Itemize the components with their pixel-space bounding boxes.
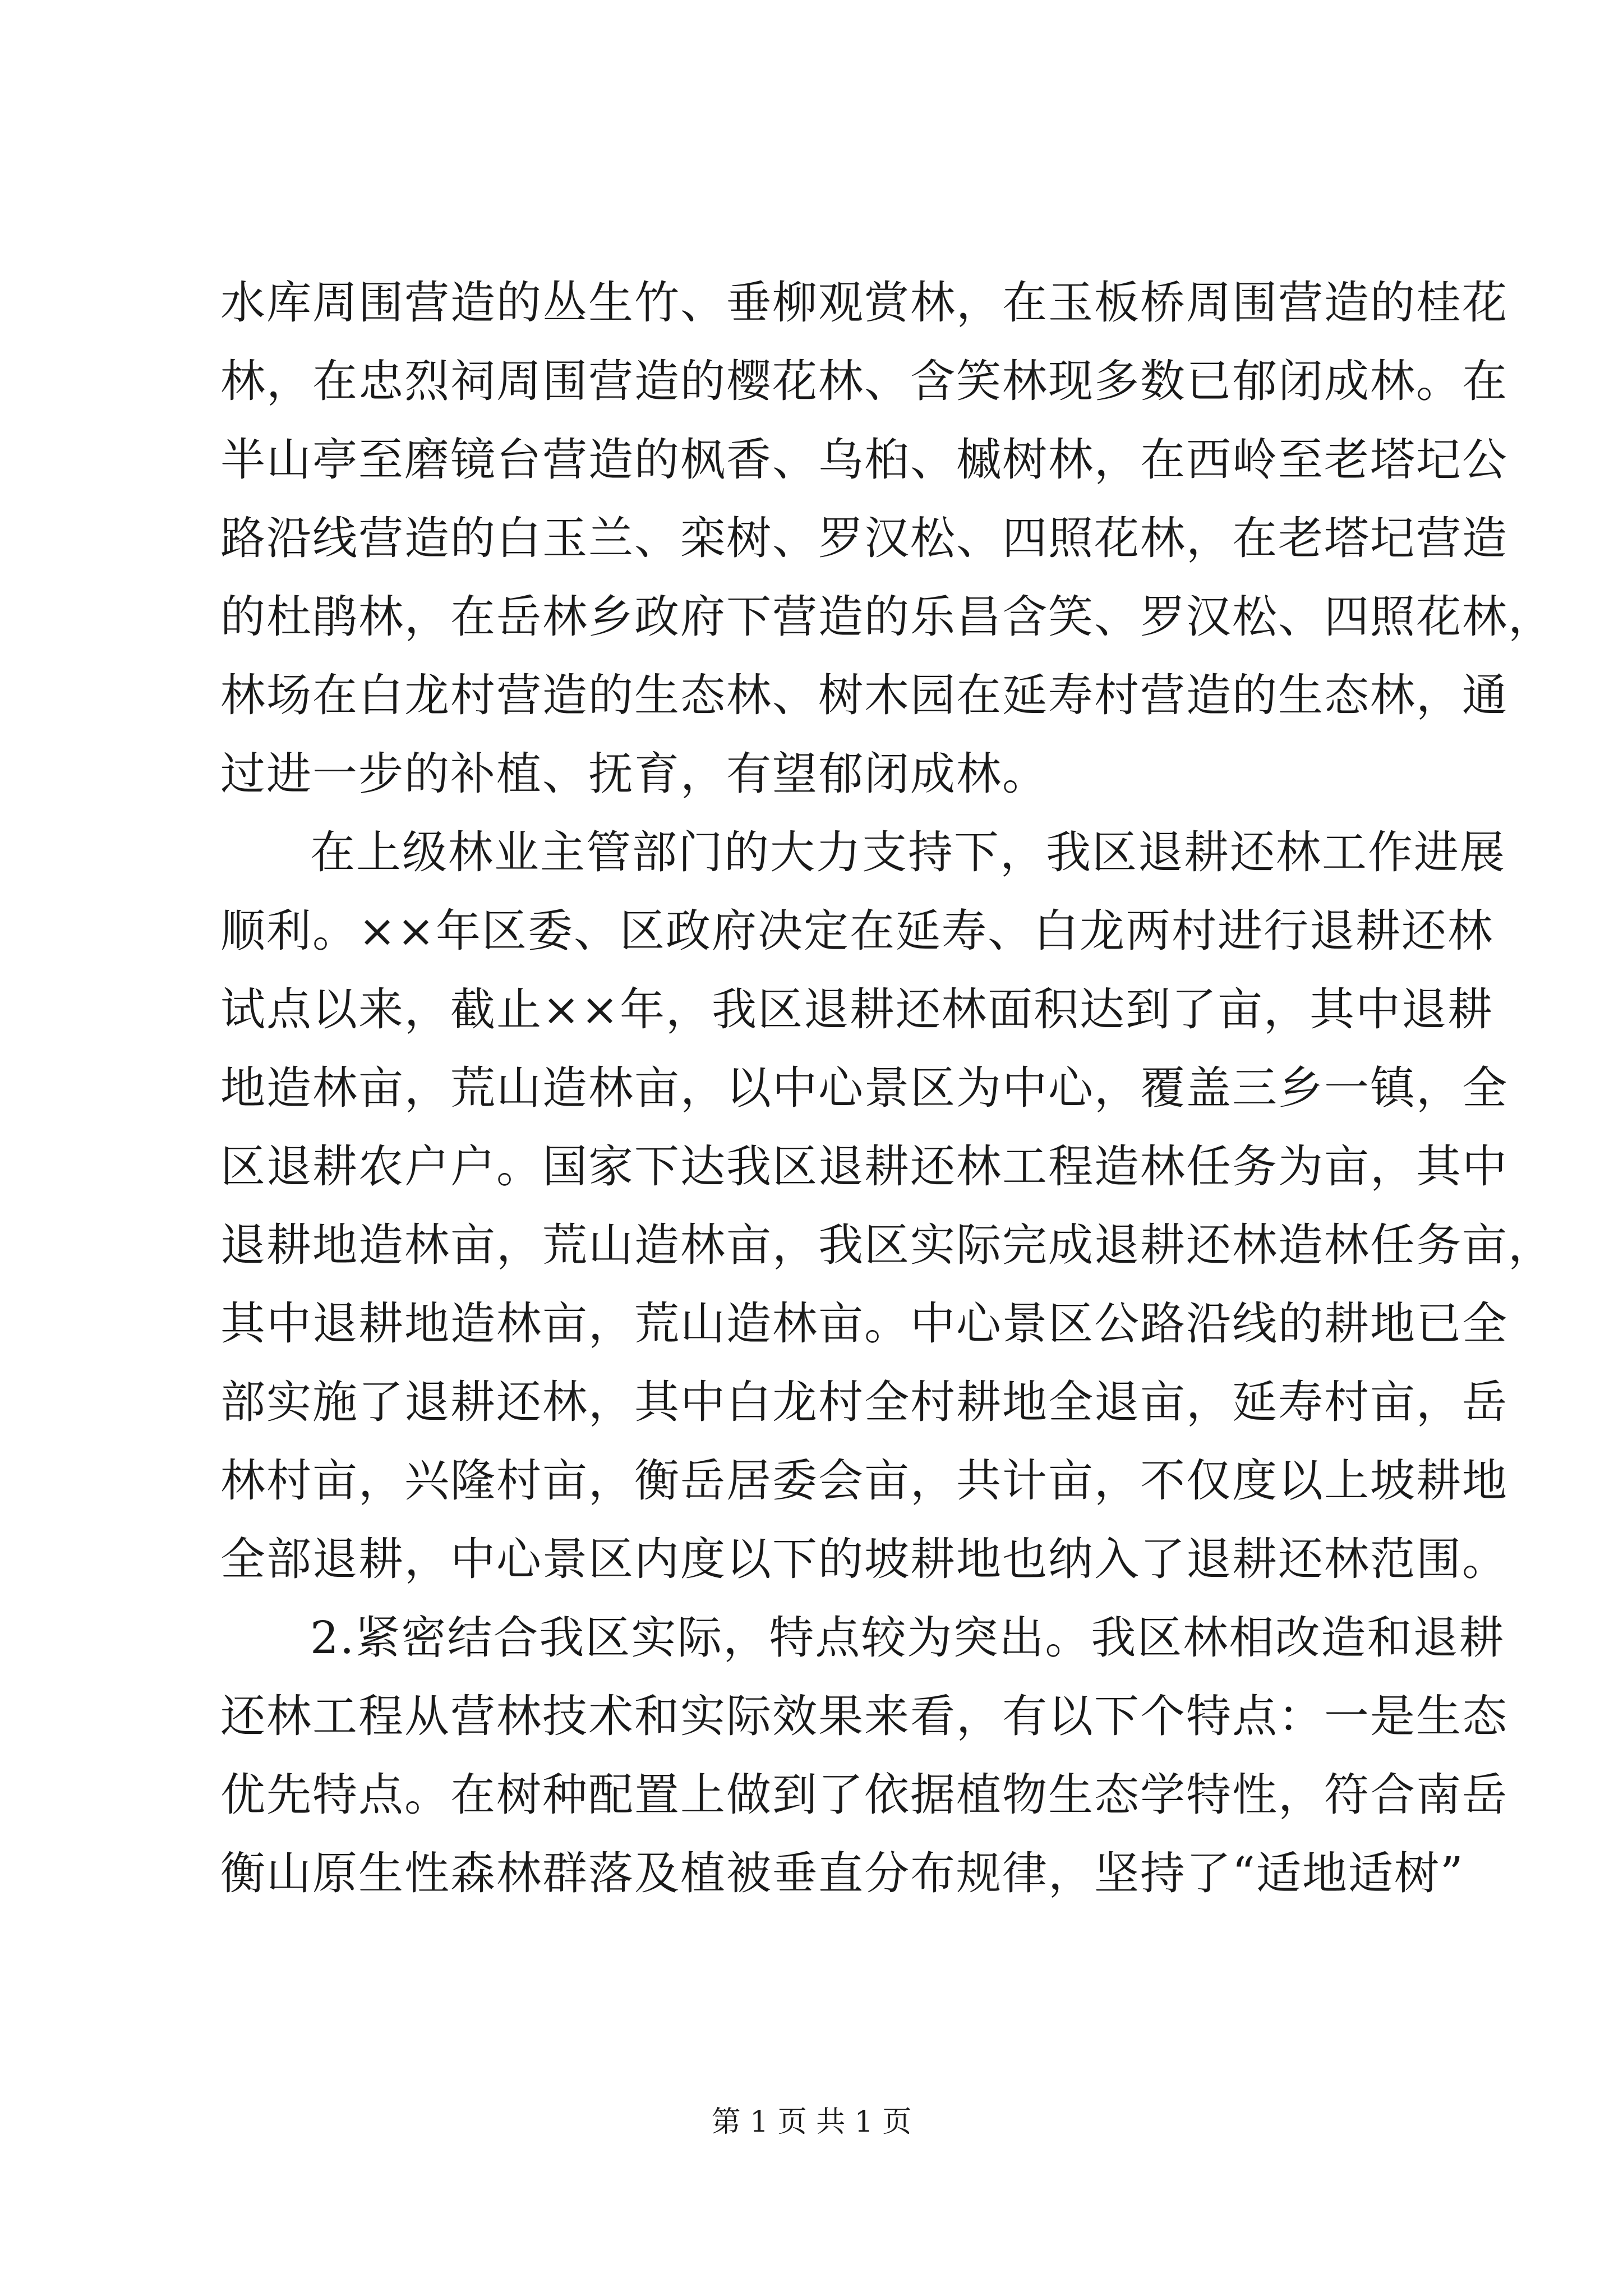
text-line: 地造林亩，荒山造林亩，以中心景区为中心，覆盖三乡一镇，全	[220, 1062, 1508, 1114]
text-line: 优先特点。在树种配置上做到了依据植物生态学特性，符合南岳	[220, 1769, 1508, 1821]
text-line: 还林工程从营林技术和实际效果来看，有以下个特点：一是生态	[220, 1690, 1508, 1742]
document-body	[220, 264, 1554, 1913]
text-line: 林村亩，兴隆村亩，衡岳居委会亩，共计亩，不仅度以上坡耕地	[220, 1455, 1508, 1507]
text-line: 全部退耕，中心景区内度以下的坡耕地也纳入了退耕还林范围。	[220, 1533, 1508, 1585]
text-line: 退耕地造林亩，荒山造林亩，我区实际完成退耕还林造林任务亩，	[220, 1219, 1554, 1271]
text-line: 其中退耕地造林亩，荒山造林亩。中心景区公路沿线的耕地已全	[220, 1297, 1508, 1350]
text-line: 衡山原生性森林群落及植被垂直分布规律，坚持了“适地适树”	[220, 1847, 1464, 1899]
text-line: 水库周围营造的丛生竹、垂柳观赏林，在玉板桥周围营造的桂花	[220, 277, 1508, 329]
page-number-footer: 第 1 页 共 1 页	[711, 2105, 912, 2139]
text-line: 部实施了退耕还林，其中白龙村全村耕地全退亩，延寿村亩，岳	[220, 1376, 1508, 1428]
text-line: 林，在忠烈祠周围营造的樱花林、含笑林现多数已郁闭成林。在	[220, 355, 1508, 407]
text-line: 林场在白龙村营造的生态林、树木园在延寿村营造的生态林，通	[220, 669, 1508, 721]
text-line: 试点以来，截止××年，我区退耕还林面积达到了亩，其中退耕	[220, 983, 1494, 1036]
text-line: 半山亭至磨镜台营造的枫香、乌桕、槭树林，在西岭至老塔圮公	[220, 434, 1508, 486]
paragraph-start-line: 在上级林业主管部门的大力支持下，我区退耕还林工作进展	[310, 826, 1506, 878]
paragraph-start-line: 2.紧密结合我区实际，特点较为突出。我区林相改造和退耕	[310, 1612, 1505, 1664]
text-line: 区退耕农户户。国家下达我区退耕还林工程造林任务为亩，其中	[220, 1140, 1508, 1193]
text-line: 过进一步的补植、抚育，有望郁闭成林。	[220, 748, 1048, 800]
text-line: 的杜鹃林，在岳林乡政府下营造的乐昌含笑、罗汉松、四照花林，	[220, 591, 1554, 643]
text-line: 路沿线营造的白玉兰、栾树、罗汉松、四照花林，在老塔圮营造	[220, 512, 1508, 564]
text-line: 顺利。××年区委、区政府决定在延寿、白龙两村进行退耕还林	[220, 905, 1494, 957]
